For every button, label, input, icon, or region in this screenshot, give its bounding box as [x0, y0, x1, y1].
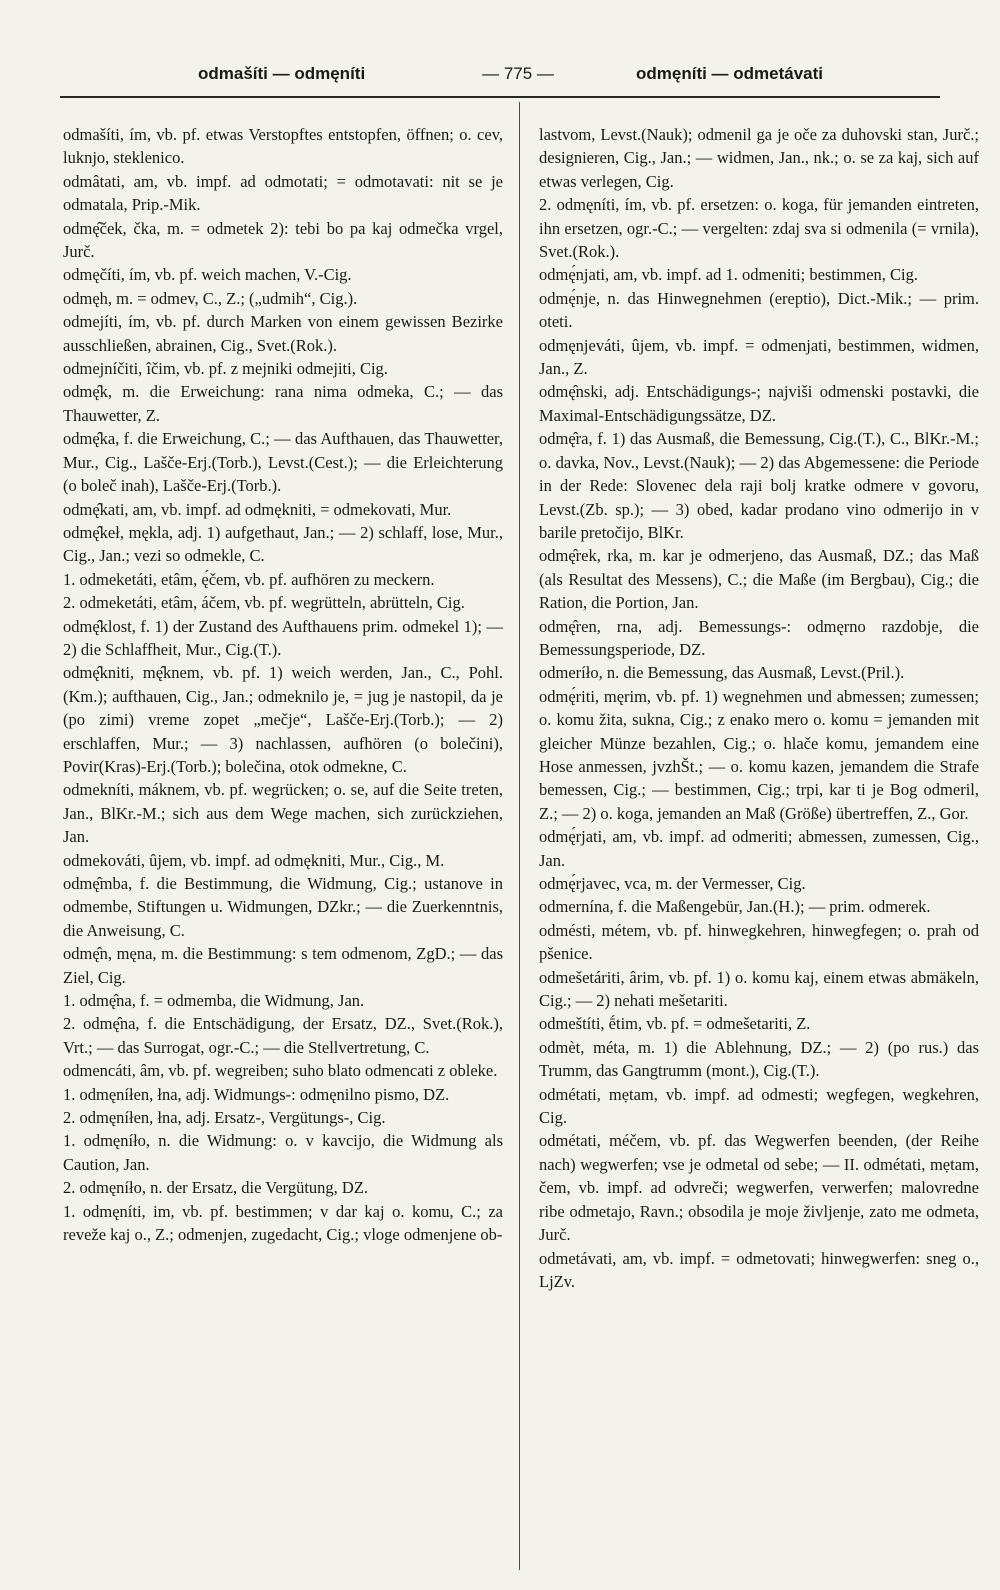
dictionary-entry: 2. odmę̂na, f. die Entschädigung, der Ersatz, DZ., Svet.(Rok.), Vrt.; — das Surrogat, ogr.-C.; — die Stellvertretung, C. — [63, 1014, 503, 1057]
dictionary-entry: 2. odmęníło, n. der Ersatz, die Vergütung, DZ. — [63, 1178, 369, 1198]
dictionary-entry: odmèt, méta, m. 1) die Ablehnung, DZ.; — 2) (po rus.) das Trumm, das Gangtrumm (mont.), Cig.(T.). — [539, 1037, 979, 1081]
dictionary-entry: odmę̂keł, mękla, adj. 1) aufgethaut, Jan.; — 2) schlaff, lose, Mur., Cig., Jan.; vezi so odmekle, C. — [63, 522, 503, 566]
dictionary-entry: odmę̂k, m. die Erweichung: rana nima odmeka, C.; — das Thauwetter, Z. — [63, 382, 503, 425]
dictionary-entry: odmejíti, ím, vb. pf. durch Marken von einem gewissen Bezirke ausschließen, abrainen, Cig., Svet.(Rok.). — [63, 312, 503, 355]
dictionary-entry: odmernína, f. die Maßengebür, Jan.(H.); — prim. odmerek. — [539, 897, 931, 917]
dictionary-entry: 1. odmęníłen, łna, adj. Widmungs-: odmęnilno pismo, DZ. — [63, 1084, 450, 1104]
dictionary-entry: odmęh, m. = odmev, C., Z.; („udmih“, Cig.). — [63, 288, 358, 308]
dictionary-entry: odmekníti, máknem, vb. pf. wegrücken; o. se, auf die Seite treten, Jan., BlKr.-M.; sich aus dem Wege machen, sich zurückziehen, Jan. — [63, 780, 503, 847]
dictionary-entry: 2. odmeketáti, etâm, áčem, vb. pf. wegrütteln, abrütteln, Cig. — [63, 593, 465, 613]
dictionary-entry: odmę́rjati, am, vb. impf. ad odmeriti; abmessen, zumessen, Cig., Jan. — [539, 827, 979, 870]
dictionary-entry: odmę̂mba, f. die Bestimmung, die Widmung, Cig.; ustanove in odmembe, Stiftungen u. Widmungen, DZkr.; — die Zuerkenntnis, die Anweisung, C. — [63, 874, 503, 940]
dictionary-entry: odmetávati, am, vb. impf. = odmetovati; hinwegwerfen: sneg o., LjZv. — [539, 1248, 979, 1291]
dictionary-entry: 1. odmę̂na, f. = odmemba, die Widmung, Jan. — [63, 991, 365, 1011]
dictionary-entry: odmâtati, am, vb. impf. ad odmotati; = odmotavati: nit se je odmatala, Prip.-Mik. — [63, 171, 503, 215]
dictionary-entry: odmę̂nski, adj. Entschädigungs-; najviši odmenski postavki, die Maximal-Entschädigungssätze, DZ. — [539, 382, 979, 425]
dictionary-entry: odmeštíti, ḗtim, vb. pf. = odmešetariti, Z. — [539, 1014, 811, 1034]
dictionary-entry: odmę̂ka, f. die Erweichung, C.; — das Aufthauen, das Thauwetter, Mur., Cig., Lašče-Erj.(Torb.), Levst.(Cest.); — die Erleichterung (o boleč inah), Lašče-Erj.(Torb.). — [63, 429, 503, 496]
dictionary-entry: odmę̂kati, am, vb. impf. ad odmękniti, = odmekovati, Mur. — [63, 499, 452, 519]
dictionary-entry: odmę̂kniti, mę̂knem, vb. pf. 1) weich werden, Jan., C., Pohl.(Km.); aufthauen, Cig., Jan.; odmeknilo je, = jug je nastopil, da je (po zimi) vreme zopet „mečje“, Lašče-Erj.(Torb.); — 2) erschlaffen, Mur.; — 3) nachlassen, aufhören (o bolečini), Povir(Kras)-Erj.(Torb.); bolečina, otok odmekne, C. — [63, 663, 503, 776]
column-divider — [519, 102, 520, 1570]
dictionary-entry: 1. odmęníti, im, vb. pf. bestimmen; v dar kaj o. komu, C.; za reveže kaj o., Z.; odmenjen, zugedacht, Cig.; vloge odmenjene ob- — [63, 1201, 503, 1245]
page-number: — 775 — — [482, 64, 554, 83]
dictionary-entry: odmę̂ra, f. 1) das Ausmaß, die Bemessung, Cig.(T.), C., BlKr.-M.; o. davka, Nov., Levst.(Nauk); — 2) das Abgemessene: die Periode in der Rede: Slovenec dela raji bolj kratke odmere v govoru, Levst.(Zb. sp.); — 3) obed, kadar prodano vino odmerijo in v barile pretočijo, BlKr. — [539, 429, 979, 542]
header-left-guideword: odmašíti — odmęníti — [198, 64, 366, 83]
dictionary-entry: odmęčíti, ím, vb. pf. weich machen, V.-Cig. — [63, 265, 352, 285]
dictionary-entry: odmę́nje, n. das Hinwegnehmen (ereptio), Dict.-Mik.; — prim. oteti. — [539, 288, 979, 332]
dictionary-entry: odmencáti, âm, vb. pf. wegreiben; suho blato odmencati z obleke. — [63, 1061, 498, 1081]
dictionary-entry: 1. odmęníło, n. die Widmung: o. v kavcijo, die Widmung als Caution, Jan. — [63, 1131, 503, 1174]
dictionary-entry: odmejníčiti, îčim, vb. pf. z mejniki odmejiti, Cig. — [63, 359, 388, 379]
dictionary-entry: odmétati, méčem, vb. pf. das Wegwerfen beenden, (der Reihe nach) wegwerfen; vse je odmetal od sebe; — II. odmétati, mẹtam, čem, vb. impf. ad odvreči; wegwerfen, verwerfen; malovredne ribe odmetajo, Ravn.; obsodila je moje življenje, zato me odmeta, Jurč. — [539, 1131, 979, 1245]
dictionary-entry: odmę̂rek, rka, m. kar je odmerjeno, das Ausmaß, DZ.; das Maß (als Resultat des Messens), C.; die Maße (im Bergbau), Cig.; die Ration, die Portion, Jan. — [539, 546, 979, 613]
right-column — [539, 123, 979, 1293]
dictionary-entry: 1. odmeketáti, etâm, ę́čem, vb. pf. aufhören zu meckern. — [63, 569, 435, 589]
dictionary-entry: odmašíti, ím, vb. pf. etwas Verstopftes entstopfen, öffnen; o. cev, luknjo, steklenico. — [63, 125, 503, 168]
left-column — [63, 123, 503, 1247]
dictionary-entry: odmekováti, ûjem, vb. impf. ad odmękniti, Mur., Cig., M. — [63, 850, 445, 870]
dictionary-entry: odmétati, mẹtam, vb. impf. ad odmesti; wegfegen, wegkehren, Cig. — [539, 1084, 979, 1128]
dictionary-entry: odmę̂klost, f. 1) der Zustand des Aufthauens prim. odmekel 1); — 2) die Schlaffheit, Mur., Cig.(T.). — [63, 616, 503, 659]
dictionary-entry: odmeríło, n. die Bemessung, das Ausmaß, Levst.(Pril.). — [539, 663, 905, 683]
dictionary-entry: 2. odmęníti, ím, vb. pf. ersetzen: o. koga, für jemanden eintreten, ihn ersetzen, ogr.-C.; — vergelten: zdaj sva si odmenila (= vrnila), Svet.(Rok.). — [539, 195, 979, 262]
header-right-guideword: odmęníti — odmetávati — [636, 64, 824, 83]
dictionary-entry: odmésti, métem, vb. pf. hinwegkehren, hinwegfegen; o. prah od pšenice. — [539, 920, 979, 964]
dictionary-entry: lastvom, Levst.(Nauk); odmenil ga je oče za duhovski stan, Jurč.; designieren, Cig., Jan.; — widmen, Jan., nk.; o. se za kaj, sich auf etwas verlegen, Cig. — [539, 125, 979, 191]
page-header — [60, 56, 940, 98]
dictionary-entry: odmę́rjavec, vca, m. der Vermesser, Cig. — [539, 874, 806, 893]
dictionary-entry: odmešetáriti, ârim, vb. pf. 1) o. komu kaj, einem etwas abmäkeln, Cig.; — 2) nehati mešetariti. — [539, 967, 979, 1011]
dictionary-entry: odmę̂n, męna, m. die Bestimmung: s tem odmenom, ZgD.; — das Ziel, Cig. — [63, 944, 503, 987]
dictionary-entry: odmę̂ček, čka, m. = odmetek 2): tebi bo pa kaj odmečka vrgel, Jurč. — [63, 218, 503, 262]
dictionary-entry: odmę̂ren, rna, adj. Bemessungs-: odmęrno razdobje, die Bemessungsperiode, DZ. — [539, 616, 979, 659]
dictionary-entry: odmę́riti, męrim, vb. pf. 1) wegnehmen und abmessen; zumessen; o. komu žita, sukna, Cig.; z enako mero o. komu = jemanden mit gleicher Münze bezahlen, Cig.; o. hlače komu, jemandem eine Hose anmessen, jvzhŠt.; — o. komu kazen, jemandem die Strafe bemessen, Cig.; — bestimmen, Cig.; trpi, kar ti je Bog odmeril, Z.; — 2) o. koga, jemanden an Maß (Größe) übertreffen, Z., Gor. — [539, 686, 979, 823]
dictionary-entry: 2. odmęníłen, łna, adj. Ersatz-, Vergütungs-, Cig. — [63, 1108, 386, 1128]
dictionary-entry: odmęnjeváti, ûjem, vb. impf. = odmenjati, bestimmen, widmen, Jan., Z. — [539, 335, 979, 379]
dictionary-entry: odmę́njati, am, vb. impf. ad 1. odmeniti; bestimmen, Cig. — [539, 265, 918, 285]
